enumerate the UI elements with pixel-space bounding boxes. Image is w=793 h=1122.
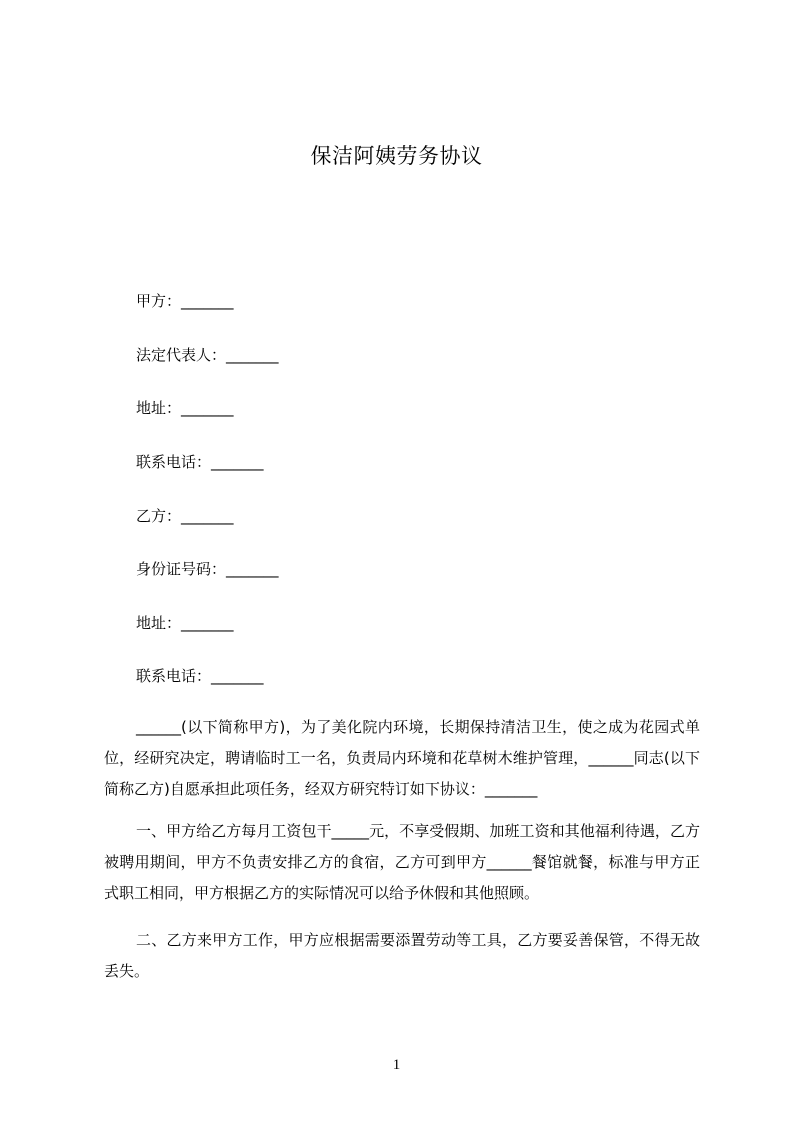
id-number-field: 身份证号码：_______ [136,560,279,578]
party-a-address-field: 地址：_______ [136,399,234,417]
document-title: 保洁阿姨劳务协议 [310,144,483,168]
intro-paragraph: ______(以下简称甲方)，为了美化院内环境，长期保持清洁卫生，使之成为花园式单位，经研究决定，聘请临时工一名，负责局内环境和花草树木维护管理，______同志(以下简称乙方)自愿承担此项任务，经双方研究特订如下协议：_______ [104,718,700,798]
party-a-field: 甲方：_______ [136,292,234,310]
clause-1-paragraph: 一、甲方给乙方每月工资包干_____元，不享受假期、加班工资和其他福利待遇，乙方被聘用期间，甲方不负责安排乙方的食宿，乙方可到甲方______餐馆就餐，标准与甲方正式职工相同，甲方根据乙方的实际情况可以给予休假和其他照顾。 [104,822,700,902]
party-b-field: 乙方：_______ [136,507,234,525]
page-number: 1 [392,1057,401,1073]
legal-representative-field: 法定代表人：_______ [136,346,279,364]
party-b-phone-field: 联系电话：_______ [136,667,264,685]
party-a-phone-field: 联系电话：_______ [136,453,264,471]
party-b-address-field: 地址：_______ [136,614,234,632]
clause-2-paragraph: 二、乙方来甲方工作，甲方应根据需要添置劳动等工具，乙方要妥善保管，不得无故丢失。 [104,931,700,980]
